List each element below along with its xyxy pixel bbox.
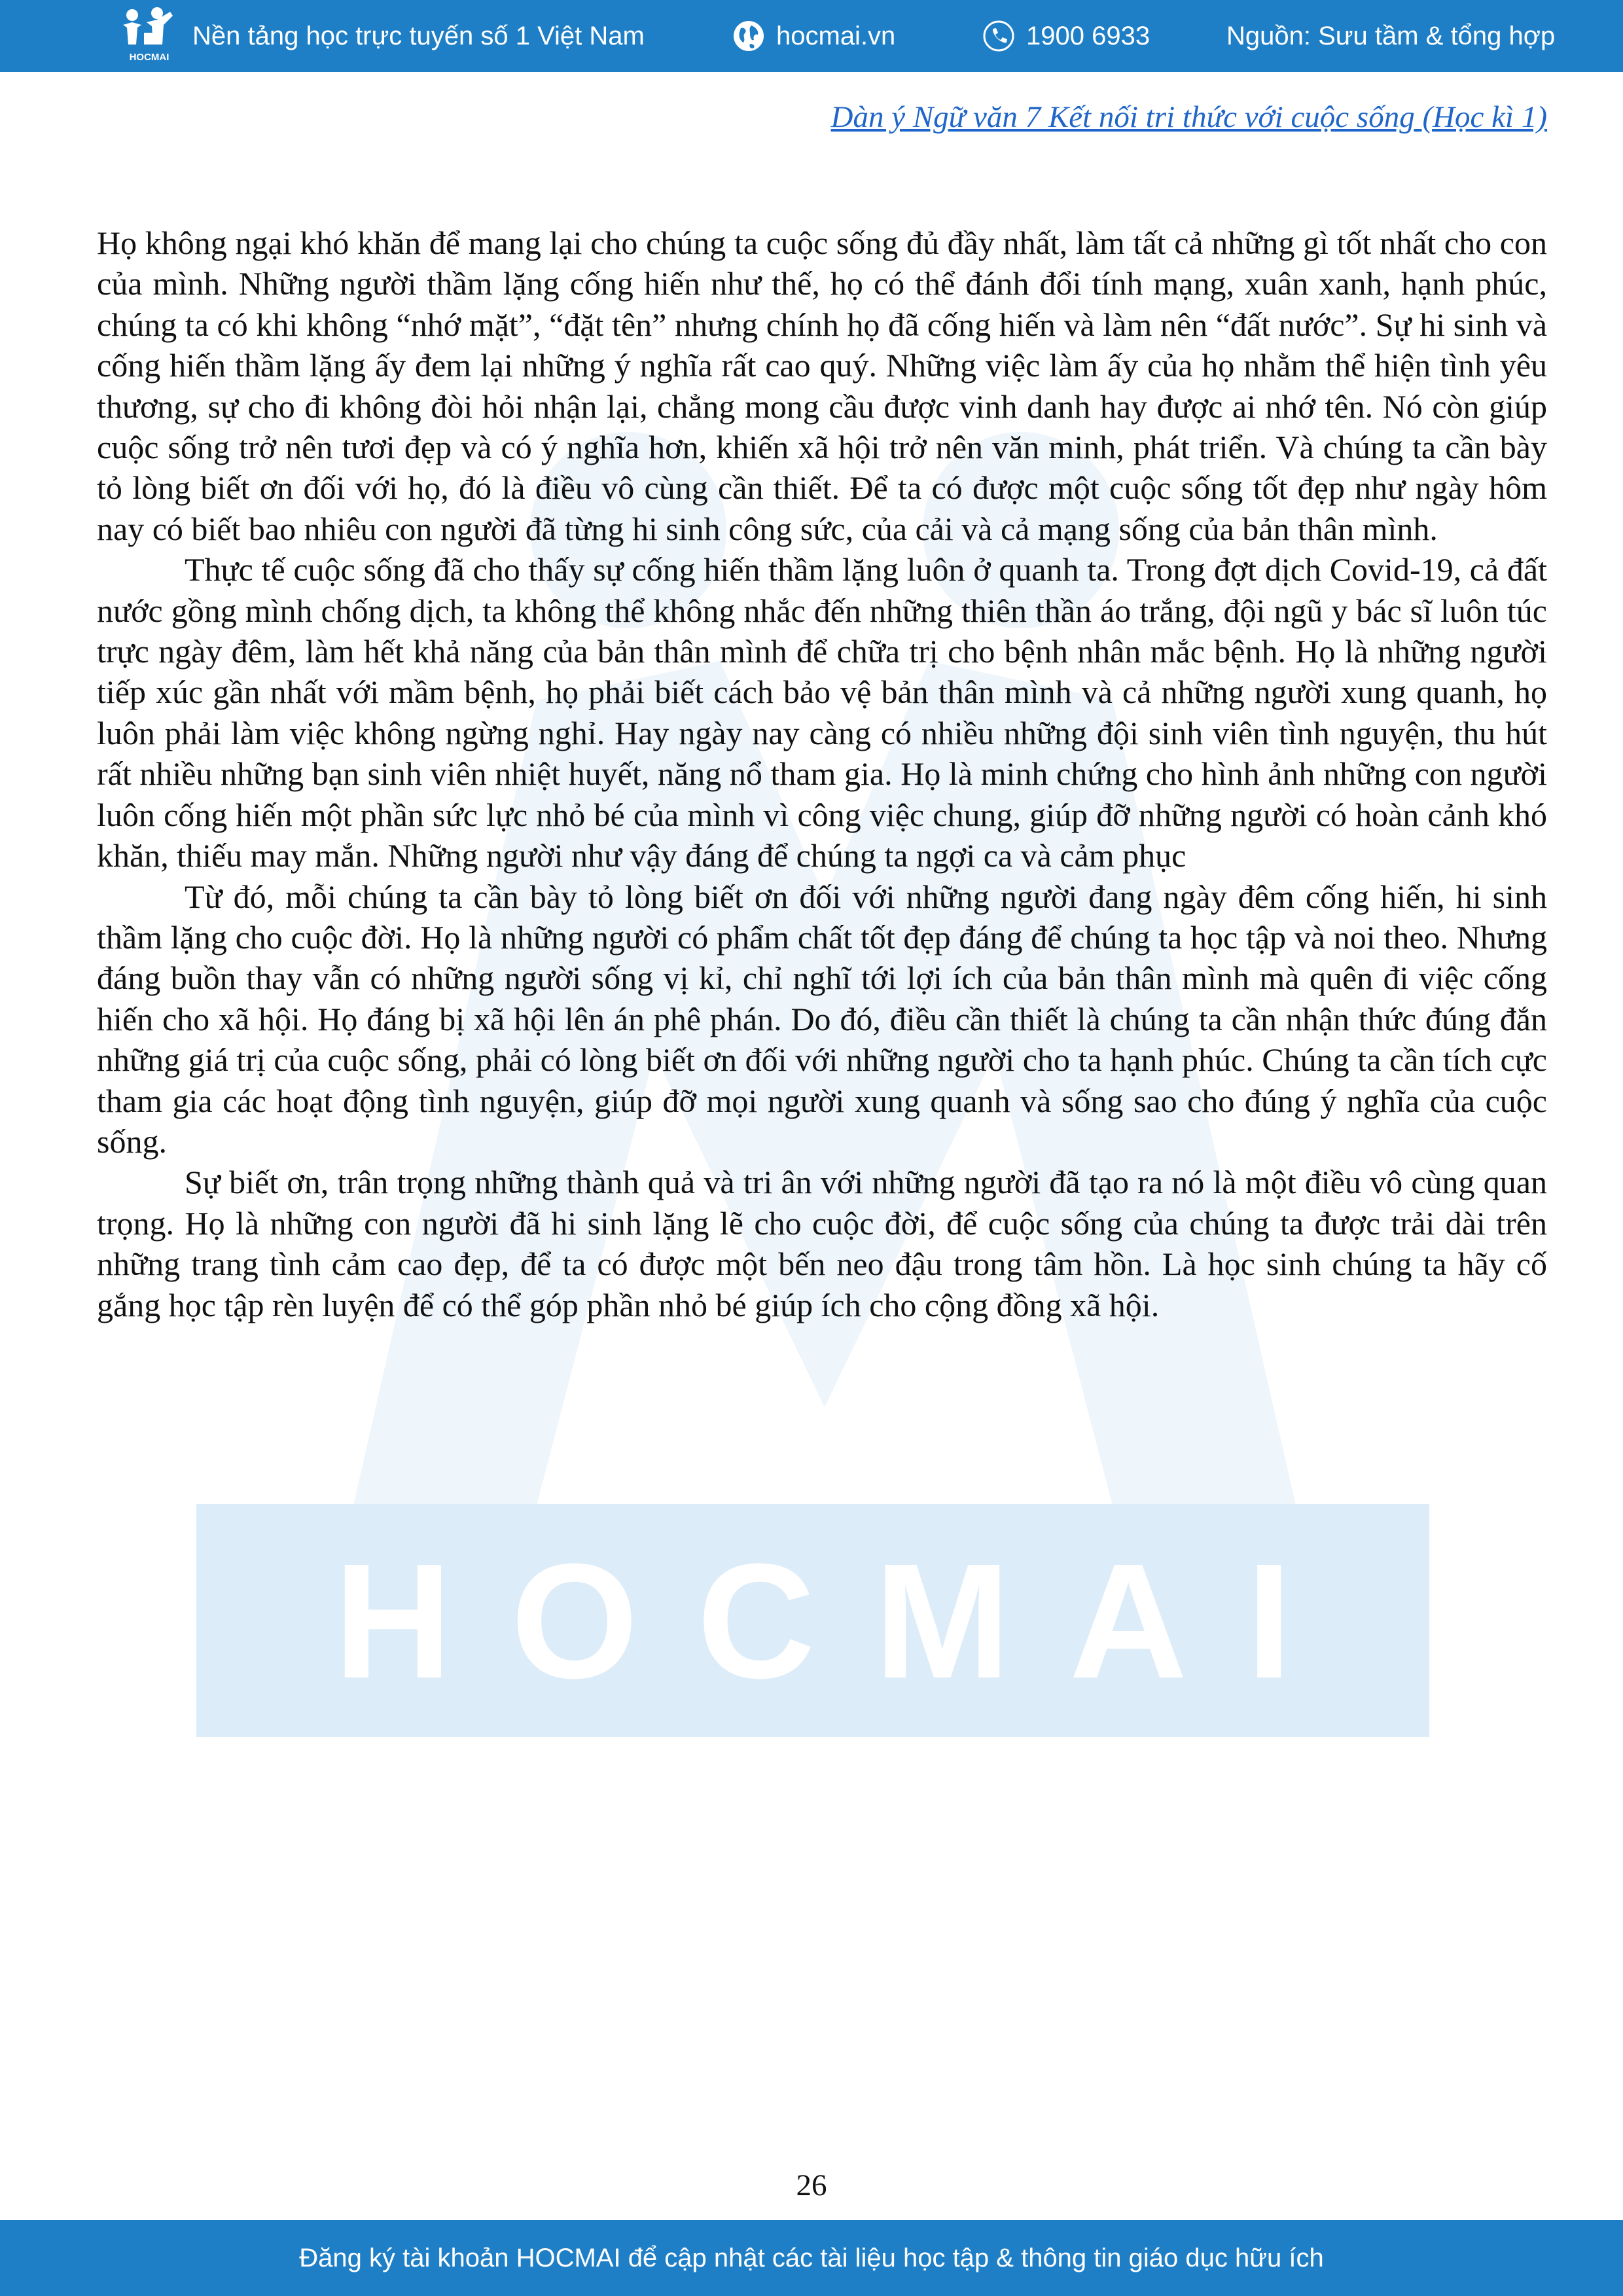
website-link[interactable] <box>732 0 895 72</box>
paragraph-3: Từ đó, mỗi chúng ta cần bày tỏ lòng biết ơn đối với những người đang ngày đêm cống hiến, hi sinh thầm lặng cho cuộc đời. Họ là những người có phẩm chất tốt đẹp đáng để chúng ta học tập và noi theo. Nhưng đáng buồn thay vẫn có những người sống vị kỉ, chỉ nghĩ tới lợi ích của bản thân mình mà quên đi việc cống hiến cho xã hội. Họ đáng bị xã hội lên án phê phán. Do đó, điều cần thiết là chúng ta cần nhận thức đúng đắn những giá trị của cuộc sống, phải có lòng biết ơn đối với những người cho ta hạnh phúc. Chúng ta cần tích cực tham gia các hoạt động tình nguyện, giúp đỡ mọi người xung quanh và sống sao cho đúng ý nghĩa của cuộc sống. <box>97 878 1547 1160</box>
tagline <box>192 0 645 72</box>
tagline-text: Nền tảng học trực tuyến số 1 Việt Nam <box>192 21 645 50</box>
header-bar <box>0 0 1623 72</box>
paragraph-1: Họ không ngại khó khăn để mang lại cho chúng ta cuộc sống đủ đầy nhất, làm tất cả những gì tốt nhất cho con của mình. Những người thầm lặng cống hiến như thế, họ có thể đánh đổi tính mạng, xuân xanh, hạnh phúc, chúng ta có khi không “nhớ mặt”, “đặt tên” nhưng chính họ đã cống hiến và làm nên “đất nước”. Sự hi sinh và cống hiến thầm lặng ấy đem lại những ý nghĩa rất cao quý. Những việc làm ấy của họ nhằm thể hiện tình yêu thương, sự cho đi không đòi hỏi nhận lại, chẳng mong cầu được vinh danh hay được ai nhớ tên. Nó còn giúp cuộc sống trở nên tươi đẹp và có ý nghĩa hơn, khiến xã hội trở nên văn minh, phát triển. Và chúng ta cần bày tỏ lòng biết ơn đối với họ, đó là điều vô cùng cần thiết. Để ta có được một cuộc sống tốt đẹp như ngày hôm nay có biết bao nhiêu con người đã từng hi sinh công sức, của cải và cả mạng sống của bản thân mình. <box>97 224 1547 547</box>
source-text: Nguồn: Sưu tầm & tổng hợp <box>1226 21 1556 50</box>
footer-text: Đăng ký tài khoản HOCMAI để cập nhật các tài liệu học tập & thông tin giáo dục hữu ích <box>299 2243 1324 2272</box>
logo-text: HOCMAI <box>129 52 169 63</box>
hocmai-logo-icon[interactable] <box>118 7 181 64</box>
watermark <box>196 1504 1429 1737</box>
globe-icon <box>732 19 766 53</box>
document-title[interactable]: Dàn ý Ngữ văn 7 Kết nối tri thức với cuộc sống (Học kì 1) <box>830 100 1547 134</box>
source-label <box>1226 0 1555 72</box>
document-body <box>97 223 1547 1325</box>
paragraph-4: Sự biết ơn, trân trọng những thành quả và tri ân với những người đã tạo ra nó là một điều vô cùng quan trọng. Họ là những con người đã hi sinh lặng lẽ cho cuộc đời, để cuộc sống của chúng ta được trải dài trên những trang tình cảm cao đẹp, để ta có được một bến neo đậu trong tâm hồn. Là học sinh chúng ta hãy cố gắng học tập rèn luyện để có thể góp phần nhỏ bé giúp ích cho cộng đồng xã hội. <box>97 1164 1547 1323</box>
phone-icon <box>982 19 1016 53</box>
page-number: 26 <box>796 2168 827 2202</box>
phone-text: 1900 6933 <box>1026 21 1150 50</box>
phone-link[interactable] <box>982 0 1150 72</box>
watermark-text: HOCMAI <box>334 1529 1351 1712</box>
paragraph-2: Thực tế cuộc sống đã cho thấy sự cống hiến thầm lặng luôn ở quanh ta. Trong đợt dịch Covid-19, cả đất nước gồng mình chống dịch, ta không thể không nhắc đến những thiên thần áo trắng, đội ngũ y bác sĩ luôn túc trực ngày đêm, làm hết khả năng của bản thân mình để chữa trị cho bệnh nhân mắc bệnh. Họ là những người tiếp xúc gần nhất với mầm bệnh, họ phải biết cách bảo vệ bản thân mình và cả những người xung quanh, họ luôn phải làm việc không ngừng nghỉ. Hay ngày nay càng có nhiều những đội sinh viên tình nguyện, thu hút rất nhiều những bạn sinh viên nhiệt huyết, năng nổ tham gia. Họ là minh chứng cho hình ảnh những con người luôn cống hiến một phần sức lực nhỏ bé của mình vì công việc chung, giúp đỡ những người có hoàn cảnh khó khăn, thiếu may mắn. Những người như vậy đáng để chúng ta ngợi ca và cảm phục <box>97 551 1547 874</box>
website-text: hocmai.vn <box>776 21 896 50</box>
footer-bar[interactable] <box>0 2220 1623 2296</box>
